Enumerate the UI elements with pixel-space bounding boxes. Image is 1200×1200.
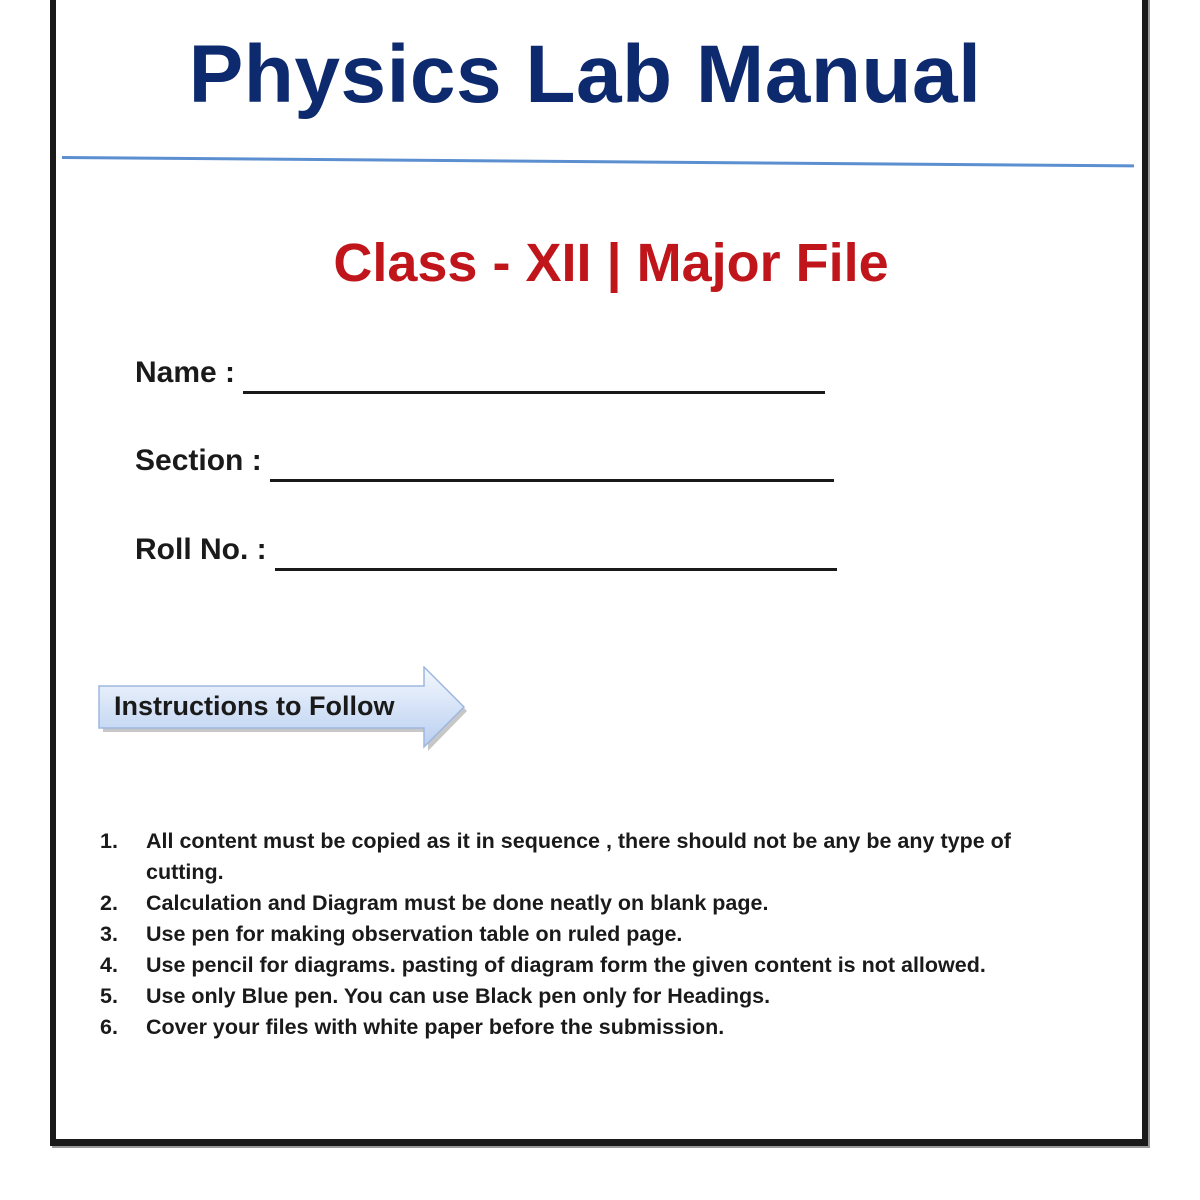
instruction-item: 5. Use only Blue pen. You can use Black pen only for Headings. (100, 984, 771, 1008)
name-field (135, 358, 825, 388)
page-subtitle: Class - XII | Major File (333, 233, 889, 293)
roll-number-blank-line (275, 568, 837, 571)
instructions-heading: Instructions to Follow (114, 691, 395, 721)
instructions-arrow-banner (98, 666, 470, 752)
roll-number-label: Roll No. : (135, 533, 267, 566)
instruction-item: 1. All content must be copied as it in sequence , there should not be any be any type of cutting. (100, 829, 1011, 884)
name-blank-line (243, 391, 825, 394)
instruction-item: 2. Calculation and Diagram must be done neatly on blank page. (100, 891, 769, 915)
instruction-item: 4. Use pencil for diagrams. pasting of diagram form the given content is not allowed. (100, 953, 986, 977)
instruction-item: 6. Cover your files with white paper before the submission. (100, 1015, 725, 1039)
section-blank-line (270, 479, 834, 482)
section-field (135, 446, 834, 476)
roll-number-field (135, 535, 837, 565)
section-label: Section : (135, 444, 262, 477)
name-label: Name : (135, 356, 236, 389)
page-title: Physics Lab Manual (188, 29, 982, 120)
instruction-item: 3. Use pen for making observation table on ruled page. (100, 922, 683, 946)
instructions-list (100, 826, 1060, 1043)
